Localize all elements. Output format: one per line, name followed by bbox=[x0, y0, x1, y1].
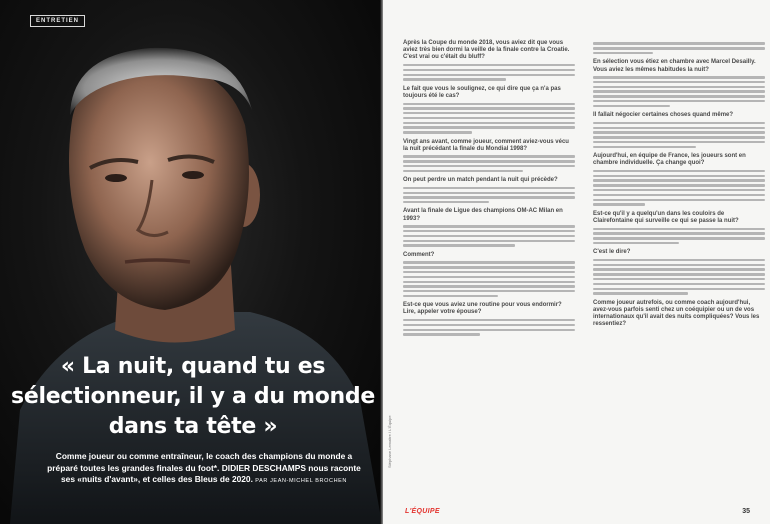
byline: PAR JEAN-MICHEL BROCHEN bbox=[255, 478, 347, 485]
page-number: 35 bbox=[742, 508, 750, 515]
answer-text bbox=[403, 261, 575, 297]
question: Est-ce que vous aviez une routine pour vous endormir? Lire, appeler votre épouse? bbox=[403, 302, 562, 316]
lead-text: Comme joueur ou comme entraîneur, le coach des champions du monde a préparé toutes les grandes finales du foot*. DIDIER DESCHAMPS nous raconte ses «nuits d'avant», et celles des Bleus de 2020. bbox=[47, 451, 361, 485]
question: On peut perdre un match pendant la nuit qui précède? bbox=[403, 177, 558, 184]
question: Est-ce qu'il y a quelqu'un dans les couloirs de Clairefontaine qui surveille ce qui se passe la nuit? bbox=[593, 210, 739, 224]
answer-text bbox=[403, 225, 575, 247]
answer-text bbox=[403, 64, 575, 81]
answer-text bbox=[593, 228, 765, 245]
text-column-1 bbox=[403, 40, 575, 341]
question: Aujourd'hui, en équipe de France, les joueurs sont en chambre individuelle. Ça change quoi? bbox=[593, 153, 746, 167]
question: Vingt ans avant, comme joueur, comment aviez-vous vécu la nuit précédant la finale du Mondial 1998? bbox=[403, 138, 569, 152]
lead-paragraph bbox=[44, 451, 364, 488]
answer-text bbox=[403, 319, 575, 336]
question: Il fallait négocier certaines choses quand même? bbox=[593, 112, 734, 119]
headline: « La nuit, quand tu es sélectionneur, il y a du monde dans ta tête » bbox=[11, 354, 375, 439]
answer-text bbox=[593, 259, 765, 295]
answer-text bbox=[403, 187, 575, 204]
question: Le fait que vous le soulignez, ce qui dire que ça n'a pas toujours été le cas? bbox=[403, 85, 561, 99]
publication-logo: L'ÉQUIPE bbox=[405, 508, 440, 515]
section-tag: ENTRETIEN bbox=[30, 15, 85, 27]
answer-text bbox=[593, 122, 765, 148]
photo-credit: Stéphane Lemaitre / L'Équipe bbox=[387, 415, 392, 468]
answer-text bbox=[593, 170, 765, 206]
question: Comme joueur autrefois, ou comme coach aujourd'hui, avez-vous parfois senti chez un coéquipier ou un de vos internationaux qu'il avait des nuits compliquées? Vous les ressentiez? bbox=[593, 299, 760, 328]
question: Avant la finale de Ligue des champions OM-AC Milan en 1993? bbox=[403, 208, 563, 222]
text-column-2 bbox=[593, 40, 765, 331]
answer-text bbox=[403, 103, 575, 134]
question: Comment? bbox=[403, 251, 435, 258]
question: C'est le dire? bbox=[593, 249, 631, 256]
question: Après la Coupe du monde 2018, vous aviez dit que vous aviez très bien dormi la veille de la finale contre la Croatie. C'est vrai ou c'était du bluff? bbox=[403, 40, 570, 61]
question: En sélection vous étiez en chambre avec Marcel Desailly. Vous aviez les mêmes habitudes la nuit? bbox=[593, 59, 756, 73]
answer-text bbox=[403, 155, 575, 172]
answer-text bbox=[593, 42, 765, 54]
text-page bbox=[383, 0, 770, 524]
portrait-photo bbox=[0, 0, 382, 524]
photo-page bbox=[0, 0, 382, 524]
answer-text bbox=[593, 76, 765, 107]
